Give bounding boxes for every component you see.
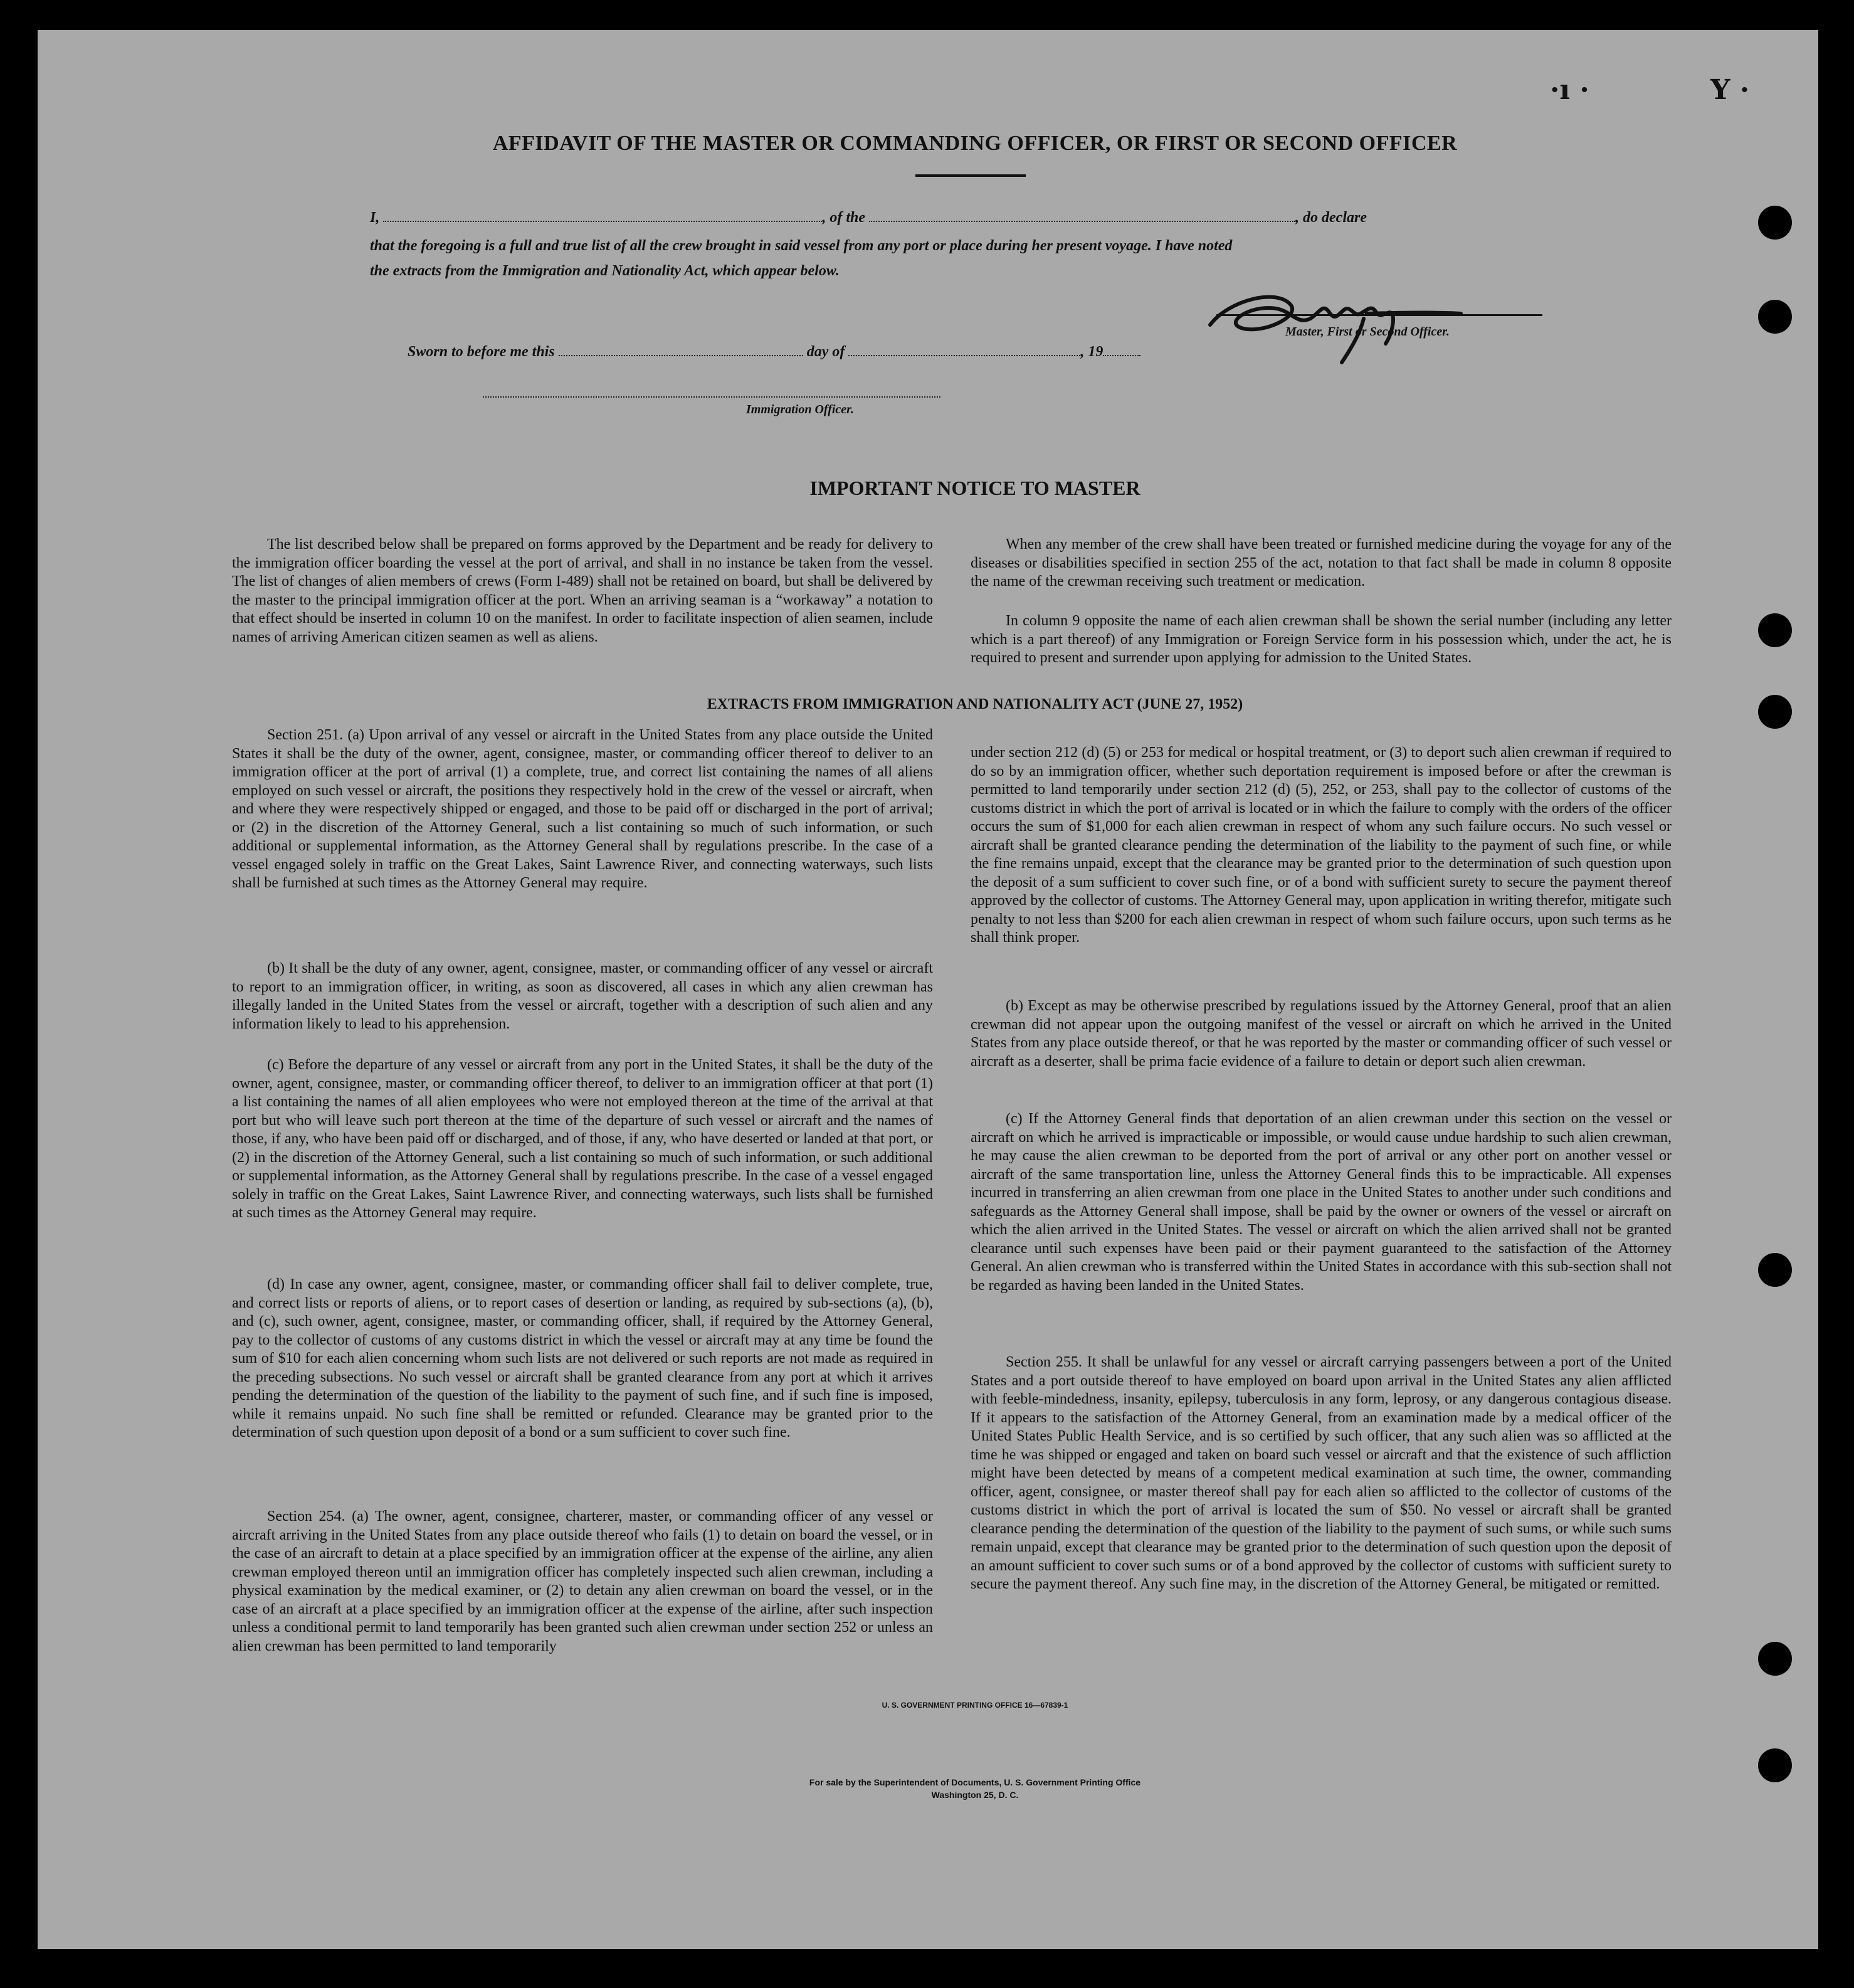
signature-label: Master, First or Second Officer. xyxy=(1285,325,1450,339)
sworn-month-field[interactable] xyxy=(848,344,1080,356)
name-field[interactable] xyxy=(383,209,822,222)
do-declare-label: , do declare xyxy=(1295,209,1367,226)
immigration-officer-label: Immigration Officer. xyxy=(746,403,854,416)
declaration-text-2: the extracts from the Immigration and Nationality Act, which appear below. xyxy=(370,263,840,279)
section-251a: Section 251. (a) Upon arrival of any vessel or aircraft in the United States from any place outside the United States it shall be the duty of the owner, agent, consignee, master, or commanding officer thereof to deliver to an immigration officer at the port of arrival (1) a complete, true, and correct list containing the names of all aliens employed on such vessel or aircraft, the positions they respectively hold in the crew of the vessel or aircraft, when and where they were respectively shipped or engaged, and those to be paid off or discharged in the port of arrival; or (2) in the discretion of the Attorney General, such a list containing so much of such information, or such additional or supplemental information, as the Attorney General shall by regulations prescribe. In the case of a vessel engaged solely in traffic on the Great Lakes, Saint Lawrence River, and connecting waterways, such lists shall be furnished at such times as the Attorney General may require. xyxy=(232,727,933,891)
extracts-title: EXTRACTS FROM IMMIGRATION AND NATIONALITY ACT (JUNE 27, 1952) xyxy=(707,696,1243,712)
section-254a-right: under section 212 (d) (5) or 253 for medical or hospital treatment, or (3) to deport such alien crewman if required to do so by an immigration officer, whether such deportation requirement is imposed before or after the crewman is permitted to land temporarily under section 212 (d) (5), 252, or 253, shall pay to the collector of customs of the customs district in which the port of arrival is located or in which the failure to comply with the orders of the officer occurs the sum of $1,000 for each alien crewman in respect of whom any such failure occurs. No such vessel or aircraft shall be granted clearance pending the determination of the liability to the payment of such fine, or while the fine remains unpaid, except that the clearance may be granted prior to the determination of such question upon the deposit of a sum sufficient to cover such fine, or of a bond with sufficient surety to secure the payment thereof approved by the collector of customs. The Attorney General may, upon application in writing therefor, mitigate such penalty to not less than $200 for each alien crewman in respect of whom such failure occurs, upon such terms as he shall think proper. xyxy=(971,744,1672,946)
punch-hole xyxy=(1758,1642,1792,1676)
sworn-line xyxy=(408,344,1580,361)
punch-hole xyxy=(1758,206,1792,240)
notice-title: IMPORTANT NOTICE TO MASTER xyxy=(809,477,1140,499)
of-the-label: , of the xyxy=(822,209,866,226)
vessel-field[interactable] xyxy=(869,209,1295,222)
section-255: Section 255. It shall be unlawful for any vessel or aircraft carrying passengers between a port of the United States and a port outside thereof to have employed on board upon arrival in the United States any alien afflicted with feeble-mindedness, insanity, epilepsy, tuberculosis in any form, leprosy, or any dangerous contagious disease. If it appears to the satisfaction of the Attorney General, from an examination made by a medical officer of the United States Public Health Service, and is so certified by such officer, that any such alien was so afflicted at the time he was shipped or engaged and taken on board such vessel or aircraft and that the existence of such affliction might have been detected by means of a competent medical examination at such time, the owner, commanding officer, agent, consignee, or master thereof shall pay for each alien so afflicted to the collector of customs of the customs district in which the port of arrival is located the sum of $50. No vessel or aircraft shall be granted clearance pending the determination of the question of the liability to the payment of such sums, or while such sums remain unpaid, except that clearance may be granted prior to the determination of such question upon the deposit of an amount sufficient to cover such sums or of a bond approved by the collector of customs with sufficient surety to secure the payment thereof. Any such fine may, in the discretion of the Attorney General, be mitigated or remitted. xyxy=(971,1354,1672,1592)
sale-address: Washington 25, D. C. xyxy=(931,1790,1019,1800)
declaration-line xyxy=(370,209,1542,226)
section-254b: (b) Except as may be otherwise prescribed by regulations issued by the Attorney General, proof that an alien crewman did not appear upon the outgoing manifest of the vessel or aircraft on which he arrived in the United States from any place outside thereof, or that he was reported by the master or commanding officer of such vessel or aircraft as a deserter, shall be prima facie evidence of a failure to detain or deport such alien crewman. xyxy=(971,998,1672,1070)
document-page xyxy=(38,30,1818,1949)
affidavit-title: AFFIDAVIT OF THE MASTER OR COMMANDING OFFICER, OR FIRST OR SECOND OFFICER xyxy=(492,132,1458,155)
punch-hole xyxy=(1758,1253,1792,1287)
signature-line xyxy=(1216,314,1542,316)
title-rule xyxy=(915,174,1026,177)
sworn-year-field[interactable] xyxy=(1103,344,1140,356)
year-label: , 19 xyxy=(1080,344,1103,360)
corner-mark-right: Y · xyxy=(1710,74,1750,106)
section-251b: (b) It shall be the duty of any owner, agent, consignee, master, or commanding officer of any vessel or aircraft to report to an immigration officer, in writing, as soon as discovered, all cases in which any alien crewman has illegally landed in the United States from the vessel or aircraft, together with a description of such alien and any information likely to lead to his apprehension. xyxy=(232,960,933,1032)
sworn-label: Sworn to before me this xyxy=(408,344,555,360)
sale-notice: For sale by the Superintendent of Documents, U. S. Government Printing Office xyxy=(809,1777,1141,1787)
section-251d: (d) In case any owner, agent, consignee, master, or commanding officer shall fail to deliver complete, true, and correct lists or reports of aliens, or to report cases of desertion or landing, as required by sub-sections (a), (b), and (c), such owner, agent, consignee, master, or commanding officer, shall, if required by the Attorney General, pay to the collector of customs of any customs district in which the vessel or aircraft may at any time be found the sum of $10 for each alien concerning whom such lists are not delivered or such reports are not made as required in the preceding subsections. No such vessel or aircraft shall be granted clearance from any port at which it arrives pending the determination of the question of the liability to the payment of such fine, and if such fine is imposed, while it remains unpaid. No such fine shall be remitted or refunded. Clearance may be granted prior to the determination of such question upon deposit of a bond or a sum sufficient to cover such fine. xyxy=(232,1276,933,1441)
declaration-text-1: that the foregoing is a full and true list of all the crew brought in said vessel from any port or place during her present voyage. I have noted xyxy=(370,238,1233,254)
notice-paragraph: The list described below shall be prepared on forms approved by the Department and be ready for delivery to the immigration officer boarding the vessel at the port of arrival, and shall in no instance be taken from the vessel. The list of changes of alien members of crews (Form I-489) shall not be retained on board, but shall be delivered by the master to the principal immigration officer at the port. When an arriving seaman is a “workaway” a notation to that effect should be inserted in column 10 on the manifest. In order to facilitate inspection of alien seamen, include names of arriving American citizen seamen as well as aliens. xyxy=(232,536,933,645)
day-of-label: day of xyxy=(806,344,845,360)
punch-hole xyxy=(1758,300,1792,334)
corner-mark-left: ·ı · xyxy=(1550,74,1589,106)
section-254a-left: Section 254. (a) The owner, agent, consignee, charterer, master, or commanding officer of any vessel or aircraft arriving in the United States from any place outside thereof who fails (1) to detain on board the vessel, or in the case of an aircraft to detain at a place specified by an immigration officer at the expense of the airline, any alien crewman employed thereon until an immigration officer has completely inspected such alien crewman, including a physical examination by the medical examiner, or (2) to detain any alien crewman on board the vessel, or in the case of an aircraft at a place specified by an immigration officer at the expense of the airline, after such inspection unless a conditional permit to land temporarily has been granted such alien crewman under section 252 or unless an alien crewman has been permitted to land temporarily xyxy=(232,1508,933,1654)
notice-paragraph: In column 9 opposite the name of each alien crewman shall be shown the serial number (including any letter which is a part thereof) of any Immigration or Foreign Service form in his possession which, under the act, he is required to present and surrender upon applying for admission to the United States. xyxy=(971,613,1672,666)
gpo-imprint: U. S. GOVERNMENT PRINTING OFFICE 16—67839-1 xyxy=(882,1701,1068,1710)
punch-hole xyxy=(1758,1748,1792,1782)
section-254c: (c) If the Attorney General finds that deportation of an alien crewman under this section on the vessel or aircraft on which he arrived is impracticable or impossible, or would cause undue hardship to such alien crewman, he may cause the alien crewman to be deported from the port of arrival or any other port on another vessel or aircraft of the same transportation line, unless the Attorney General finds this to be impracticable. All expenses incurred in transferring an alien crewman from one place in the United States to another under such conditions and safeguards as the Attorney General shall impose, shall be paid by the owner or owners of the vessel or aircraft on which the alien arrived in the United States. The vessel or aircraft on which the alien arrived shall not be granted clearance until such expenses have been paid or their payment guaranteed to the satisfaction of the Attorney General. An alien crewman who is transferred within the United States in accordance with this sub-section shall not be regarded as having been landed in the United States. xyxy=(971,1111,1672,1294)
section-251c: (c) Before the departure of any vessel or aircraft from any port in the United States, it shall be the duty of the owner, agent, consignee, master, or commanding officer thereof, to deliver to an immigration officer at that port (1) a list containing the names of all alien employees who were not employed thereon at the time of the arrival at that port but who will leave such port thereon at the time of the departure of such vessel or aircraft and the names of those, if any, who have been paid off or discharged, and of those, if any, who have deserted or landed at that port, or (2) in the discretion of the Attorney General, such a list containing so much of such information, or such additional or supplemental information, as the Attorney General shall by regulations prescribe. In the case of a vessel engaged solely in traffic on the Great Lakes, Saint Lawrence River, and connecting waterways, such lists shall be furnished at such times as the Attorney General may require. xyxy=(232,1057,933,1221)
i-label: I, xyxy=(370,209,380,226)
punch-hole xyxy=(1758,613,1792,647)
immigration-officer-line[interactable] xyxy=(483,396,940,398)
notice-paragraph: When any member of the crew shall have been treated or furnished medicine during the voyage for any of the diseases or disabilities specified in section 255 of the act, notation to that fact shall be made in column 8 opposite the name of the crewman receiving such treatment or medication. xyxy=(971,536,1672,590)
punch-hole xyxy=(1758,695,1792,729)
sworn-day-field[interactable] xyxy=(559,344,803,356)
